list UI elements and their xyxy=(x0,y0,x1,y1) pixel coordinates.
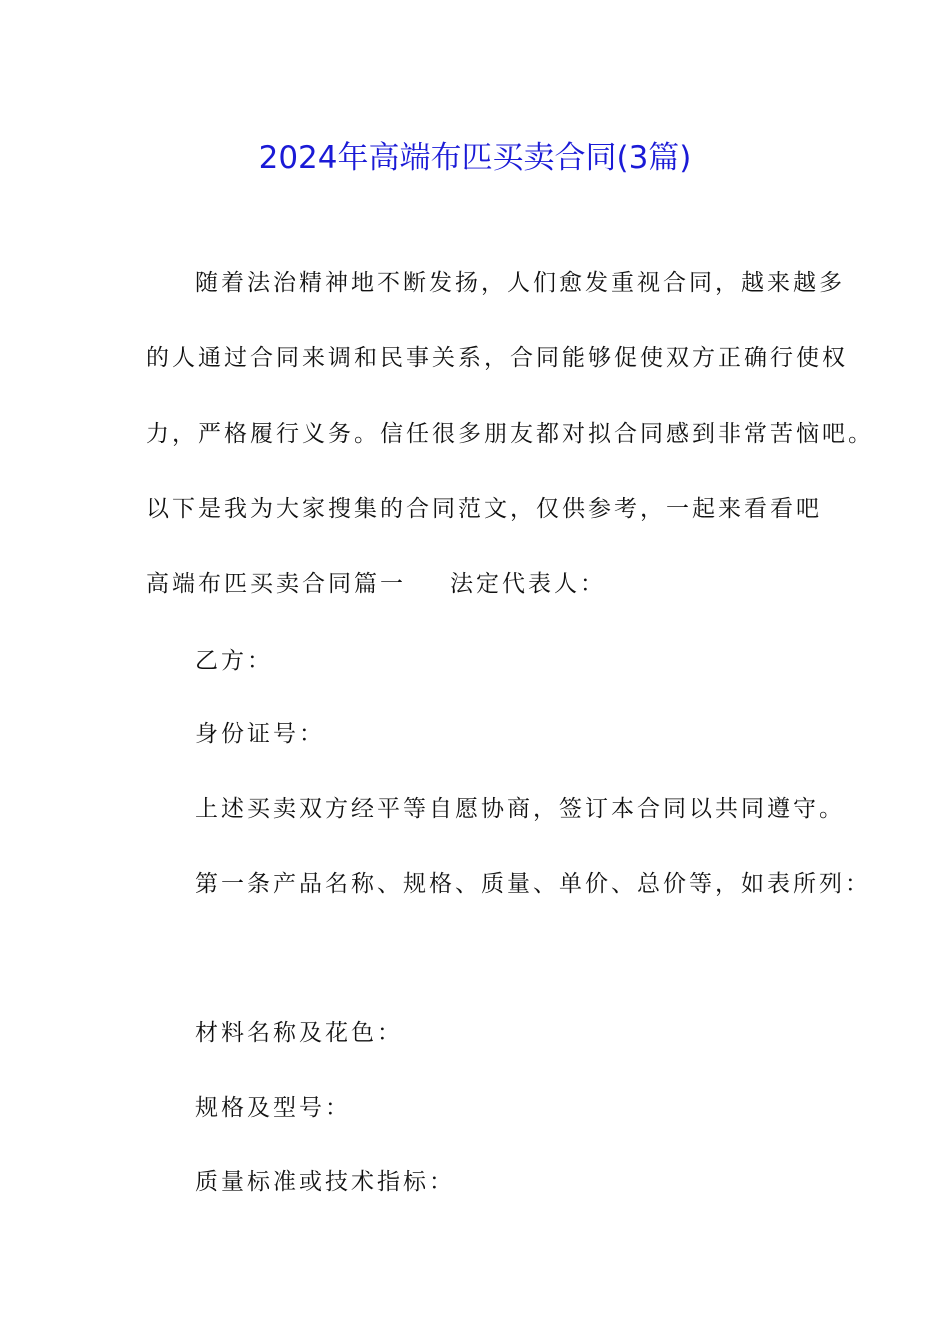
party-b-label: 乙方： xyxy=(195,648,273,674)
document-title: 2024年高端布匹买卖合同(3篇) xyxy=(258,140,692,176)
id-number-label: 身份证号： xyxy=(195,721,325,747)
agreement-statement: 上述买卖双方经平等自愿协商，签订本合同以共同遵守。 xyxy=(195,796,845,822)
intro-line-2: 的人通过合同来调和民事关系，合同能够促使双方正确行使权 xyxy=(146,345,848,371)
legal-rep-label: 法定代表人： xyxy=(450,571,606,597)
section-heading: 高端布匹买卖合同篇一 xyxy=(146,571,406,597)
intro-line-3: 力，严格履行义务。信任很多朋友都对拟合同感到非常苦恼吧。 xyxy=(146,421,874,447)
article-one: 第一条产品名称、规格、质量、单价、总价等，如表所列： xyxy=(195,871,871,897)
section-heading-line xyxy=(146,568,606,600)
intro-line-1: 随着法治精神地不断发扬，人们愈发重视合同，越来越多 xyxy=(195,270,845,296)
spec-model-label: 规格及型号： xyxy=(195,1095,351,1121)
quality-standard-label: 质量标准或技术指标： xyxy=(195,1169,455,1195)
material-name-label: 材料名称及花色： xyxy=(195,1020,403,1046)
intro-line-4: 以下是我为大家搜集的合同范文，仅供参考，一起来看看吧 xyxy=(146,496,822,522)
